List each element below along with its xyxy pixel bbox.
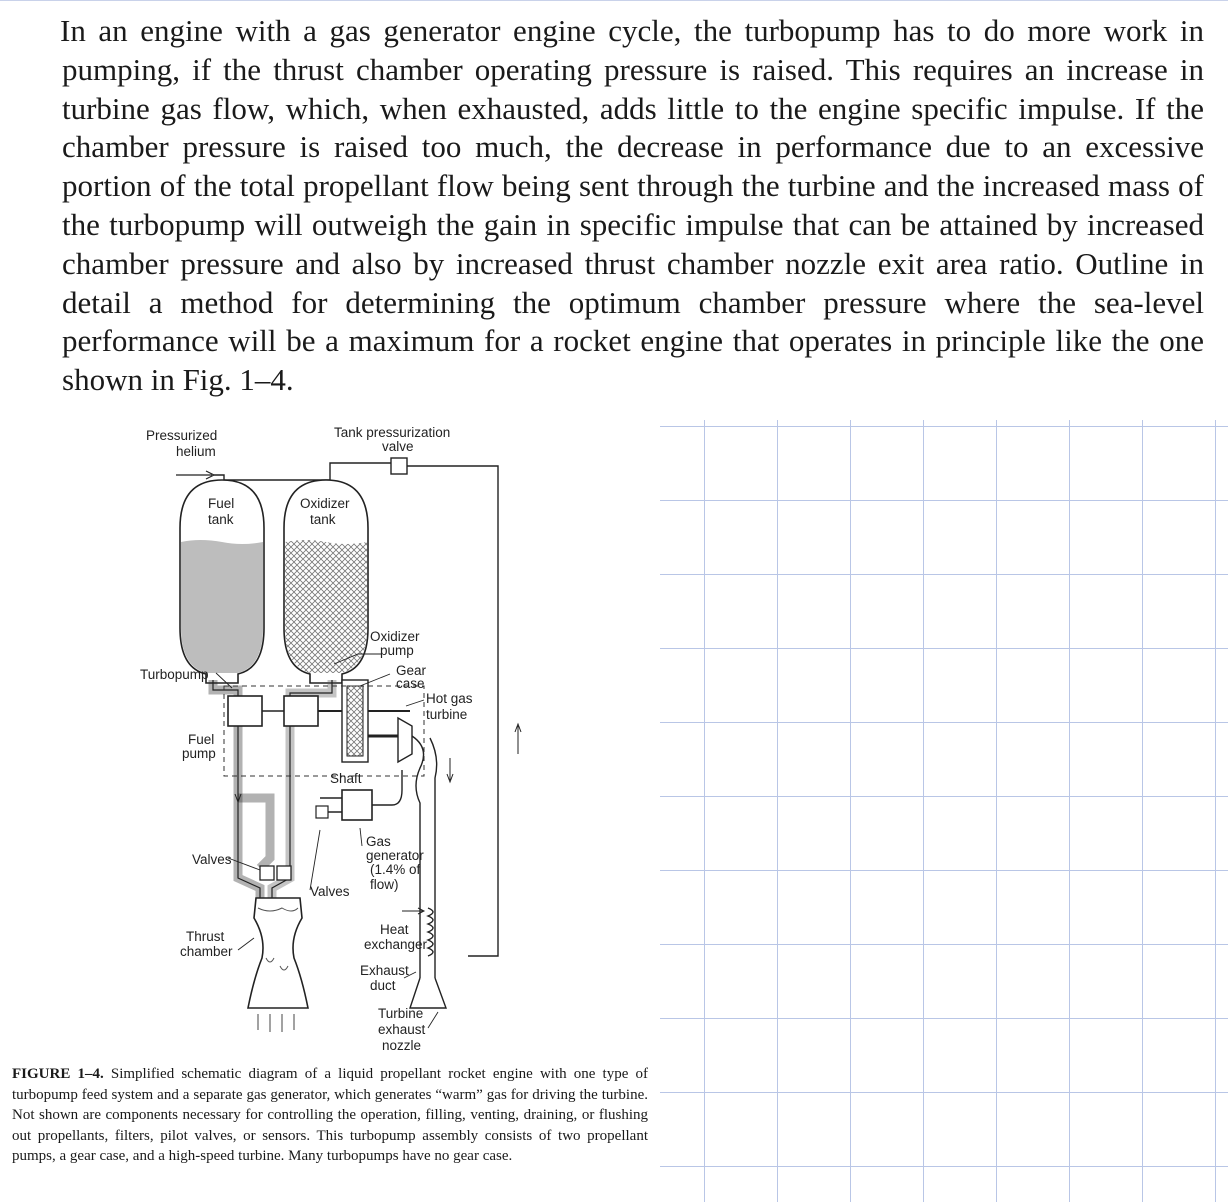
label-gas-gen-4: flow)	[370, 877, 399, 892]
fuel-valve	[260, 866, 274, 880]
oxidizer-liquid	[285, 540, 367, 673]
label-valves-mid: Valves	[310, 884, 350, 899]
heat-exchanger	[428, 908, 433, 956]
page-top-rule	[0, 0, 1228, 1]
label-hot-gas-1: Hot gas	[426, 691, 473, 706]
oxidizer-valve	[277, 866, 291, 880]
oxidizer-pump-housing	[284, 696, 318, 726]
tank-pressurization-valve	[391, 458, 407, 474]
caption-text: Simplified schematic diagram of a liquid propellant rocket engine with one type of turbopump feed system and a separate gas generator, which generates “warm” gas for driving the turbine. Not shown are components necessary for controlling the operation, filling, venting, draining, or flushing out propellants, filters, pilot valves, or sensors. This turbopump assembly consists of two propellant pumps, a gear case, and a high-speed turbine. Many turbopumps have no gear case.	[12, 1066, 649, 1165]
label-exhaust-2: duct	[370, 978, 396, 993]
label-heat-ex-1: Heat	[380, 922, 409, 937]
label-thrust-2: chamber	[180, 944, 233, 959]
label-valves-left: Valves	[192, 852, 232, 867]
label-heat-ex-2: exchanger	[364, 937, 428, 952]
engine-schematic	[120, 418, 540, 1058]
problem-number	[18, 12, 60, 51]
label-shaft: Shaft	[330, 771, 362, 786]
label-gas-gen-2: generator	[366, 848, 424, 863]
label-turbopump: Turbopump	[140, 667, 209, 682]
label-gas-gen-3: (1.4% of	[370, 862, 421, 877]
gg-valve	[316, 806, 328, 818]
label-turb-noz-1: Turbine	[378, 1006, 424, 1021]
label-ox-tank-2: tank	[310, 512, 336, 527]
label-pressurized: Pressurized	[146, 428, 218, 443]
label-tank-valve-1: Tank pressurization	[334, 425, 451, 440]
turbine-exhaust-nozzle	[410, 978, 446, 1008]
label-fuel-pump-1: Fuel	[188, 732, 215, 747]
problem-text: In an engine with a gas generator engine cycle, the turbopump has to do more work in pumping, if the thrust chamber operating pressure is raised. This requires an increase in turbine gas flow, which, when exhausted, adds little to the engine specific impulse. If the chamber pressure is raised too much, the decrease in performance due to an excessive portion of the total propellant flow being sent through the turbine and the increased mass of the turbopump will outweigh the gain in specific impulse that can be attained by increased chamber pressure and also by increased thrust chamber nozzle exit area ratio. Outline in detail a method for determining the optimum chamber pressure where the sea-level performance will be a maximum for a rocket engine that operates in principle like the one shown in Fig. 1–4.	[60, 13, 1204, 398]
label-fuel-pump-2: pump	[182, 746, 216, 761]
figure-caption	[12, 1064, 648, 1167]
label-ox-pump-2: pump	[380, 643, 414, 658]
label-turb-noz-3: nozzle	[382, 1038, 422, 1053]
answer-grid	[660, 420, 1228, 1202]
label-fuel-tank-1: Fuel	[208, 496, 235, 511]
label-gear-1: Gear	[396, 663, 427, 678]
label-gas-gen-1: Gas	[366, 834, 391, 849]
label-helium: helium	[176, 444, 216, 459]
label-hot-gas-2: turbine	[426, 707, 468, 722]
caption-label: FIGURE 1–4.	[12, 1066, 104, 1082]
label-turb-noz-2: exhaust	[378, 1022, 426, 1037]
label-fuel-tank-2: tank	[208, 512, 234, 527]
label-tank-valve-2: valve	[382, 439, 414, 454]
label-thrust-1: Thrust	[186, 929, 225, 944]
label-exhaust-1: Exhaust	[360, 963, 409, 978]
gas-generator	[342, 790, 372, 820]
thrust-chamber	[248, 898, 308, 1008]
label-gear-2: case	[396, 676, 425, 691]
fuel-liquid	[181, 540, 263, 673]
label-ox-pump-1: Oxidizer	[370, 629, 420, 644]
fuel-pump-housing	[228, 696, 262, 726]
problem-statement	[18, 12, 1204, 400]
label-ox-tank-1: Oxidizer	[300, 496, 350, 511]
hot-gas-turbine	[398, 718, 412, 762]
